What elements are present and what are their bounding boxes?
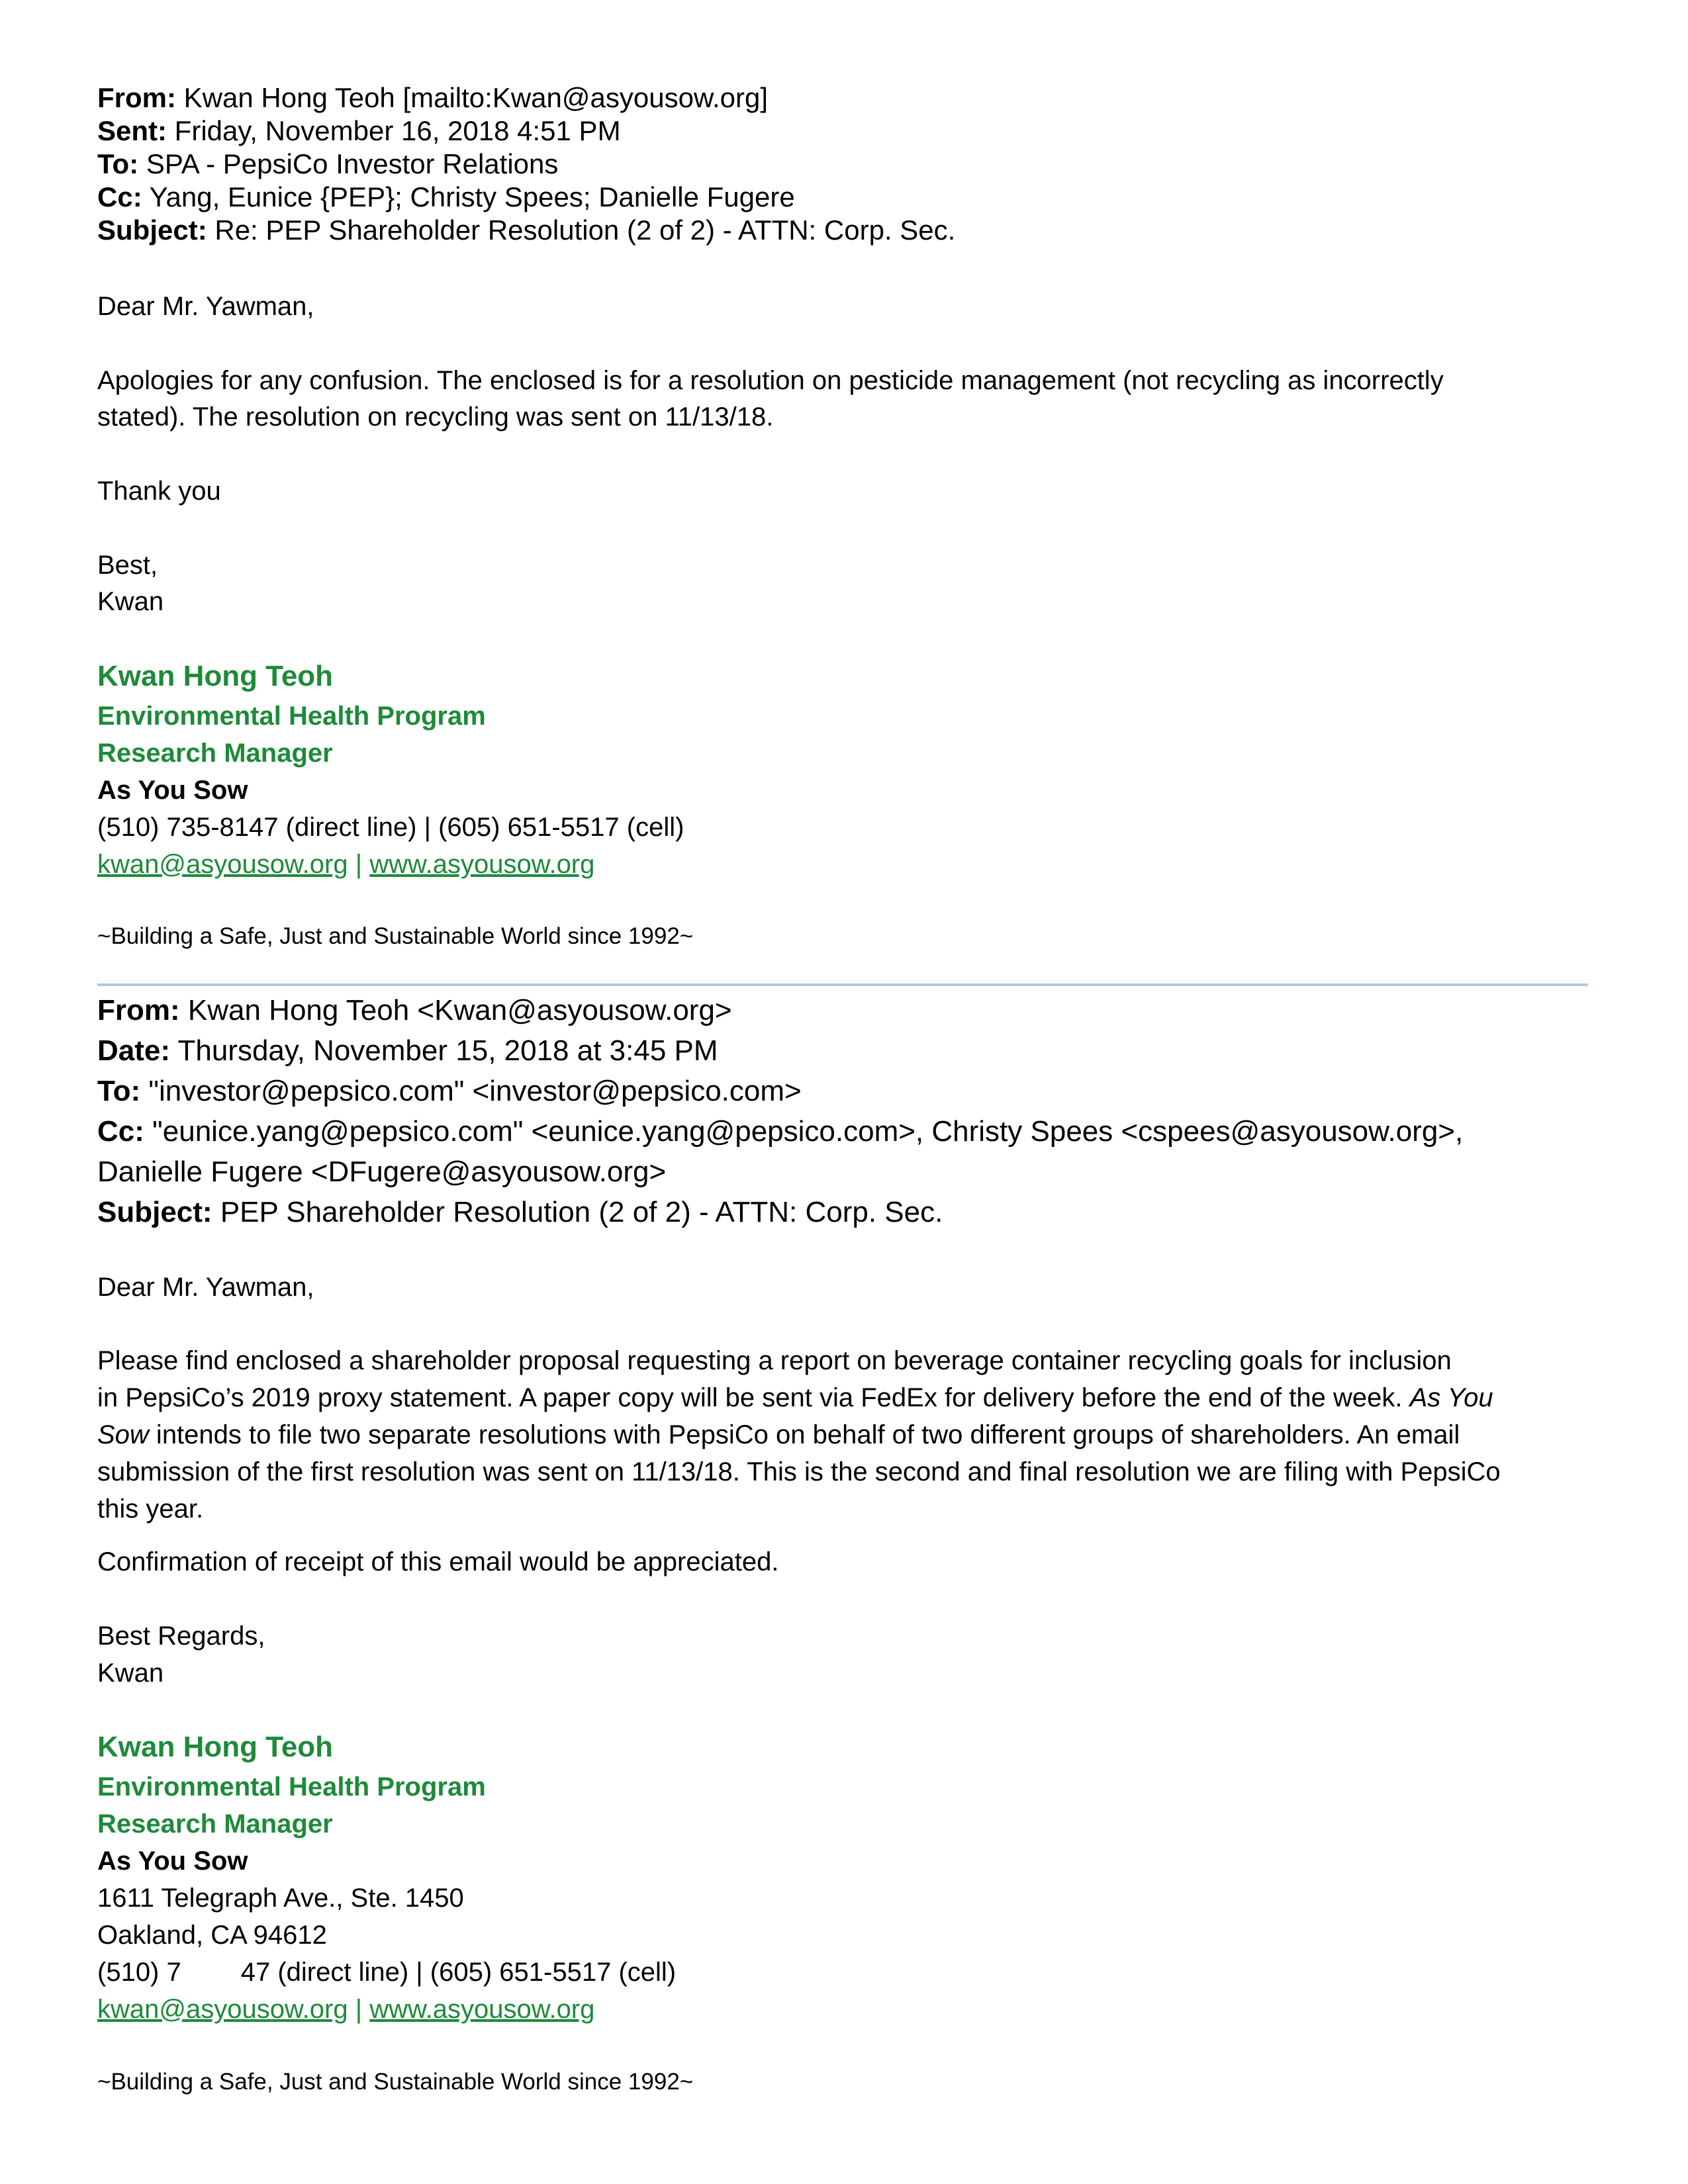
email-link[interactable]: kwan@asyousow.org xyxy=(97,850,348,879)
email2-cc-continued: Danielle Fugere <DFugere@asyousow.org> xyxy=(97,1156,667,1188)
email2-body-line xyxy=(97,1385,1493,1411)
email1-greeting: Dear Mr. Yawman, xyxy=(97,292,314,321)
from-label: From: xyxy=(97,994,180,1026)
to-label: To: xyxy=(97,148,139,179)
email2-closing: Best Regards, xyxy=(97,1621,265,1651)
cc-label: Cc: xyxy=(97,181,142,212)
body-text: intends to file two separate resolutions with PepsiCo on behalf of two different groups of shareholders. An email xyxy=(148,1420,1460,1449)
signature-org: As You Sow xyxy=(97,776,248,805)
signature-links xyxy=(97,851,594,878)
signature-address-line1: 1611 Telegraph Ave., Ste. 1450 xyxy=(97,1884,464,1913)
cc-label: Cc: xyxy=(97,1115,144,1148)
sent-value: Friday, November 16, 2018 4:51 PM xyxy=(174,115,621,146)
body-text: in PepsiCo’s 2019 proxy statement. A paper copy will be sent via FedEx for delivery before the end of the week. xyxy=(97,1383,1410,1412)
sent-label: Sent: xyxy=(97,115,167,146)
signature-program: Environmental Health Program xyxy=(97,702,486,731)
email2-body-line: this year. xyxy=(97,1494,204,1524)
website-link[interactable]: www.asyousow.org xyxy=(369,850,595,879)
cc-value: "eunice.yang@pepsico.com" <eunice.yang@pepsico.com>, Christy Spees <cspees@asyousow.org>, xyxy=(152,1115,1464,1148)
email-divider xyxy=(97,983,1588,986)
email1-to xyxy=(97,150,558,178)
org-name-italic: Sow xyxy=(97,1420,149,1449)
email2-from xyxy=(97,996,732,1025)
email2-body-line xyxy=(97,1422,1460,1448)
phone-part-b: 47 (direct line) | (605) 651-5517 (cell) xyxy=(240,1958,677,1987)
email2-confirmation: Confirmation of receipt of this email would be appreciated. xyxy=(97,1547,779,1576)
phone-part-a: (510) 7 xyxy=(97,1958,181,1987)
email2-greeting: Dear Mr. Yawman, xyxy=(97,1273,314,1302)
subject-value: PEP Shareholder Resolution (2 of 2) - ATTN: Corp. Sec. xyxy=(220,1196,943,1228)
email2-cc xyxy=(97,1117,1463,1146)
from-value: Kwan Hong Teoh <Kwan@asyousow.org> xyxy=(187,994,732,1026)
email1-subject xyxy=(97,216,955,244)
email2-sign-name: Kwan xyxy=(97,1659,164,1688)
email2-body-line: Please find enclosed a shareholder proposal requesting a report on beverage container recycling goals for inclusion xyxy=(97,1346,1452,1375)
email2-subject xyxy=(97,1198,943,1227)
from-value: Kwan Hong Teoh [mailto:Kwan@asyousow.org] xyxy=(183,82,769,113)
website-link[interactable]: www.asyousow.org xyxy=(369,1995,595,2024)
link-separator: | xyxy=(355,1995,363,2024)
email1-body-line: stated). The resolution on recycling was sent on 11/13/18. xyxy=(97,402,774,432)
signature-phone xyxy=(97,1959,676,1985)
email1-thanks: Thank you xyxy=(97,477,221,506)
signature-address-line2: Oakland, CA 94612 xyxy=(97,1921,327,1950)
email-link[interactable]: kwan@asyousow.org xyxy=(97,1995,348,2024)
subject-label: Subject: xyxy=(97,1196,212,1228)
signature-phone: (510) 735-8147 (direct line) | (605) 651-5517 (cell) xyxy=(97,813,684,842)
email1-sent xyxy=(97,117,621,145)
link-separator: | xyxy=(355,850,363,879)
email2-to xyxy=(97,1077,802,1106)
to-value: "investor@pepsico.com" <investor@pepsico.com> xyxy=(148,1075,802,1107)
subject-label: Subject: xyxy=(97,214,207,246)
signature-tagline: ~Building a Safe, Just and Sustainable World since 1992~ xyxy=(97,923,694,949)
signature-title: Research Manager xyxy=(97,739,333,768)
email1-sign-name: Kwan xyxy=(97,587,164,616)
signature-program: Environmental Health Program xyxy=(97,1772,486,1801)
date-value: Thursday, November 15, 2018 at 3:45 PM xyxy=(177,1034,718,1067)
to-value: SPA - PepsiCo Investor Relations xyxy=(146,148,559,179)
signature-name: Kwan Hong Teoh xyxy=(97,1731,334,1763)
email2-body-line: submission of the first resolution was sent on 11/13/18. This is the second and final resolution we are filing with PepsiCo xyxy=(97,1457,1501,1486)
cc-value: Yang, Eunice {PEP}; Christy Spees; Danielle Fugere xyxy=(149,181,795,212)
to-label: To: xyxy=(97,1075,141,1107)
subject-value: Re: PEP Shareholder Resolution (2 of 2) - ATTN: Corp. Sec. xyxy=(214,214,956,246)
signature-name: Kwan Hong Teoh xyxy=(97,660,334,692)
date-label: Date: xyxy=(97,1034,171,1067)
signature-org: As You Sow xyxy=(97,1846,248,1876)
email2-date xyxy=(97,1036,718,1066)
email1-from xyxy=(97,84,768,112)
signature-links xyxy=(97,1996,594,2023)
email1-body-line: Apologies for any confusion. The enclosed is for a resolution on pesticide management (not recycling as incorrectly xyxy=(97,366,1444,395)
signature-tagline: ~Building a Safe, Just and Sustainable World since 1992~ xyxy=(97,2069,694,2095)
org-name-italic: As You xyxy=(1409,1383,1493,1412)
from-label: From: xyxy=(97,82,176,113)
signature-title: Research Manager xyxy=(97,1809,333,1839)
email1-closing: Best, xyxy=(97,551,158,580)
email1-cc xyxy=(97,183,795,211)
